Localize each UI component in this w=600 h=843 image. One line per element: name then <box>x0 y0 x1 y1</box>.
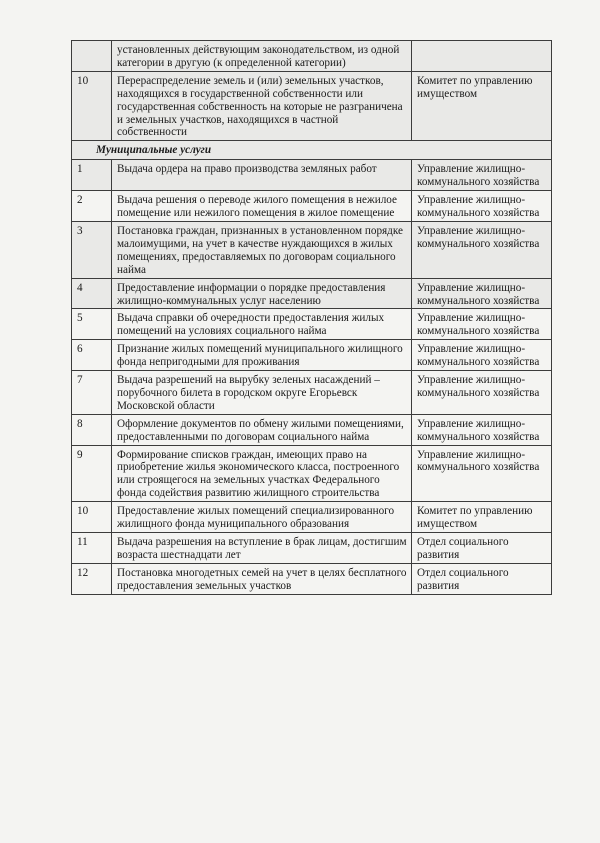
table-row <box>72 414 552 445</box>
responsible-department: Управление жилищно-коммунального хозяйства <box>412 221 552 278</box>
row-number <box>72 41 112 72</box>
service-name: Предоставление информации о порядке предоставления жилищно-коммунальных услуг населению <box>112 278 412 309</box>
row-number: 12 <box>72 563 112 594</box>
table-row <box>72 278 552 309</box>
service-name: Постановка многодетных семей на учет в целях бесплатного предоставления земельных участков <box>112 563 412 594</box>
responsible-department: Отдел социального развития <box>412 533 552 564</box>
section-heading: Муниципальные услуги <box>72 141 552 160</box>
row-number: 6 <box>72 340 112 371</box>
responsible-department: Комитет по управлению имуществом <box>412 502 552 533</box>
services-table-body <box>72 41 552 595</box>
service-name: Выдача разрешения на вступление в брак лицам, достигшим возраста шестнадцати лет <box>112 533 412 564</box>
section-heading-row <box>72 141 552 160</box>
table-row <box>72 563 552 594</box>
row-number: 2 <box>72 191 112 222</box>
responsible-department: Управление жилищно-коммунального хозяйства <box>412 414 552 445</box>
service-name: Признание жилых помещений муниципального жилищного фонда непригодными для проживания <box>112 340 412 371</box>
row-number: 3 <box>72 221 112 278</box>
service-name: Перераспределение земель и (или) земельных участков, находящихся в государственной собственности или государственная собственность на которые не разграничена и земельных участков, находящихся в частной собственности <box>112 71 412 141</box>
table-row <box>72 160 552 191</box>
table-row <box>72 71 552 141</box>
responsible-department: Комитет по управлению имуществом <box>412 71 552 141</box>
service-name: установленных действующим законодательством, из одной категории в другую (к определенной категории) <box>112 41 412 72</box>
service-name: Выдача решения о переводе жилого помещения в нежилое помещение или нежилого помещения в жилое помещение <box>112 191 412 222</box>
table-row <box>72 309 552 340</box>
row-number: 10 <box>72 502 112 533</box>
row-number: 7 <box>72 371 112 415</box>
row-number: 9 <box>72 445 112 502</box>
table-row <box>72 221 552 278</box>
service-name: Оформление документов по обмену жилыми помещениями, предоставленными по договорам социального найма <box>112 414 412 445</box>
responsible-department: Управление жилищно-коммунального хозяйства <box>412 340 552 371</box>
service-name: Выдача ордера на право производства земляных работ <box>112 160 412 191</box>
responsible-department: Отдел социального развития <box>412 563 552 594</box>
responsible-department <box>412 41 552 72</box>
row-number: 4 <box>72 278 112 309</box>
services-table <box>71 40 552 595</box>
responsible-department: Управление жилищно-коммунального хозяйства <box>412 309 552 340</box>
row-number: 10 <box>72 71 112 141</box>
responsible-department: Управление жилищно-коммунального хозяйства <box>412 278 552 309</box>
table-row <box>72 533 552 564</box>
service-name: Постановка граждан, признанных в установленном порядке малоимущими, на учет в качестве нуждающихся в жилых помещениях, предоставляемых по договорам социального найма <box>112 221 412 278</box>
responsible-department: Управление жилищно-коммунального хозяйства <box>412 371 552 415</box>
responsible-department: Управление жилищно-коммунального хозяйства <box>412 191 552 222</box>
row-number: 11 <box>72 533 112 564</box>
row-number: 1 <box>72 160 112 191</box>
responsible-department: Управление жилищно-коммунального хозяйства <box>412 445 552 502</box>
service-name: Предоставление жилых помещений специализированного жилищного фонда муниципального образования <box>112 502 412 533</box>
service-name: Формирование списков граждан, имеющих право на приобретение жилья экономического класса, построенного или строящегося на земельных участках Федерального фонда содействия развитию жилищного строительства <box>112 445 412 502</box>
row-number: 8 <box>72 414 112 445</box>
table-row <box>72 371 552 415</box>
service-name: Выдача разрешений на вырубку зеленых насаждений – порубочного билета в городском округе Егорьевск Московской области <box>112 371 412 415</box>
table-row <box>72 41 552 72</box>
table-row <box>72 502 552 533</box>
table-row <box>72 445 552 502</box>
table-row <box>72 191 552 222</box>
table-row <box>72 340 552 371</box>
service-name: Выдача справки об очередности предоставления жилых помещений на условиях социального найма <box>112 309 412 340</box>
row-number: 5 <box>72 309 112 340</box>
responsible-department: Управление жилищно-коммунального хозяйства <box>412 160 552 191</box>
